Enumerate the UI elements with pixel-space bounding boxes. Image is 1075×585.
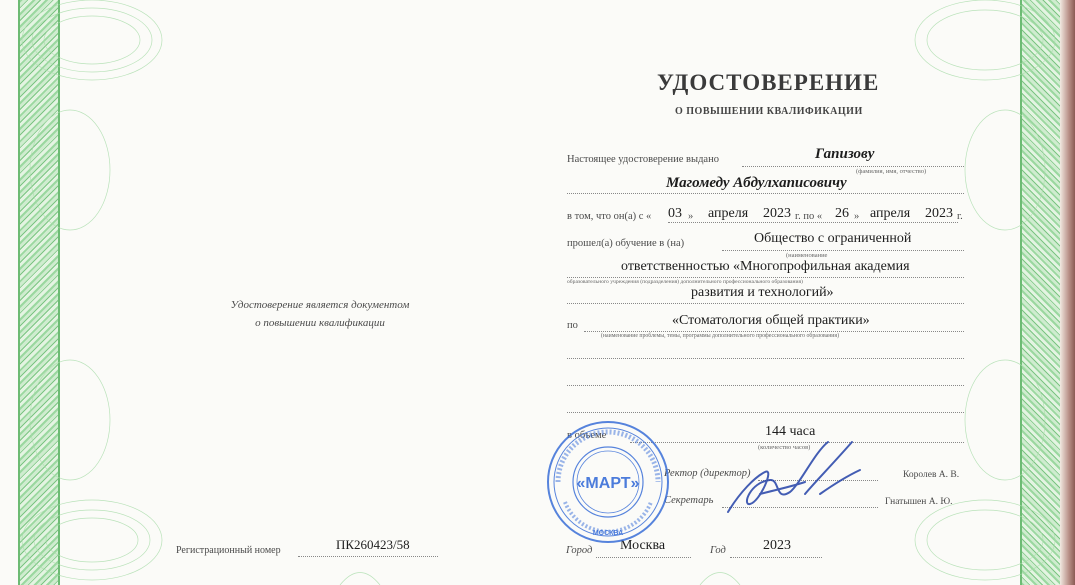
city-label: Город [566, 545, 593, 556]
period-suffix: г. [957, 211, 963, 222]
org-line-3: развития и технологий» [691, 285, 834, 300]
start-year: 2023 [763, 206, 791, 221]
name-patronymic: Магомеду Абдулхаписовичу [666, 175, 847, 191]
start-day: 03 [668, 206, 682, 221]
cover-edge [1060, 0, 1075, 585]
program-name: «Стоматология общей практики» [672, 313, 870, 328]
rector-label: Ректор (директор) [664, 468, 751, 479]
volume-hint: (количество часов) [758, 444, 811, 451]
stamp-center-text: «МАРТ» [576, 475, 640, 492]
right-guilloche-border [1020, 0, 1062, 585]
training-label: прошел(а) обучение в (на) [567, 238, 685, 249]
issued-label: Настоящее удостоверение выдано [567, 154, 719, 165]
document-title: УДОСТОВЕРЕНИЕ [657, 70, 880, 95]
left-note [200, 296, 440, 332]
org-hint-2: образовательного учреждения (подразделения) дополнительного профессионального образования) [567, 279, 803, 285]
program-label: по [567, 320, 578, 331]
volume-value: 144 часа [765, 424, 816, 439]
left-note-line-2: о повышении квалификации [255, 317, 385, 329]
registration-label: Регистрационный номер [176, 545, 281, 556]
secretary-name: Гнатышен А. Ю. [885, 497, 953, 507]
left-guilloche-border [18, 0, 60, 585]
org-line-1: Общество с ограниченной [754, 231, 912, 246]
year-value: 2023 [763, 538, 791, 553]
city-value: Москва [620, 538, 666, 553]
period-prefix: в том, что он(а) с « [567, 211, 652, 222]
rector-name: Королев А. В. [903, 470, 960, 480]
period-mid: г. по « [795, 211, 823, 222]
org-hint-1: (наименование [786, 252, 828, 259]
volume-label: в объеме [567, 430, 607, 441]
secretary-label: Секретарь [664, 495, 714, 506]
surname: Гапизову [815, 146, 875, 162]
organization-stamp [543, 412, 673, 552]
name-hint: (фамилия, имя, отчество) [856, 168, 927, 175]
end-close: » [854, 211, 860, 222]
end-month: апреля [870, 206, 911, 221]
year-label: Год [710, 545, 726, 556]
program-hint: (наименование проблемы, темы, программы дополнительного профессионального образования) [601, 333, 840, 339]
document-subtitle: О ПОВЫШЕНИИ КВАЛИФИКАЦИИ [675, 106, 863, 117]
start-month: апреля [708, 206, 749, 221]
left-note-line-1: Удостоверение является документом [230, 299, 410, 311]
start-close: » [688, 211, 694, 222]
registration-number: ПК260423/58 [336, 537, 410, 552]
org-line-2: ответственностью «Многопрофильная академия [621, 259, 910, 274]
end-day: 26 [835, 206, 849, 221]
end-year: 2023 [925, 206, 953, 221]
stamp-bottom-text: МОСКВА [592, 530, 624, 537]
